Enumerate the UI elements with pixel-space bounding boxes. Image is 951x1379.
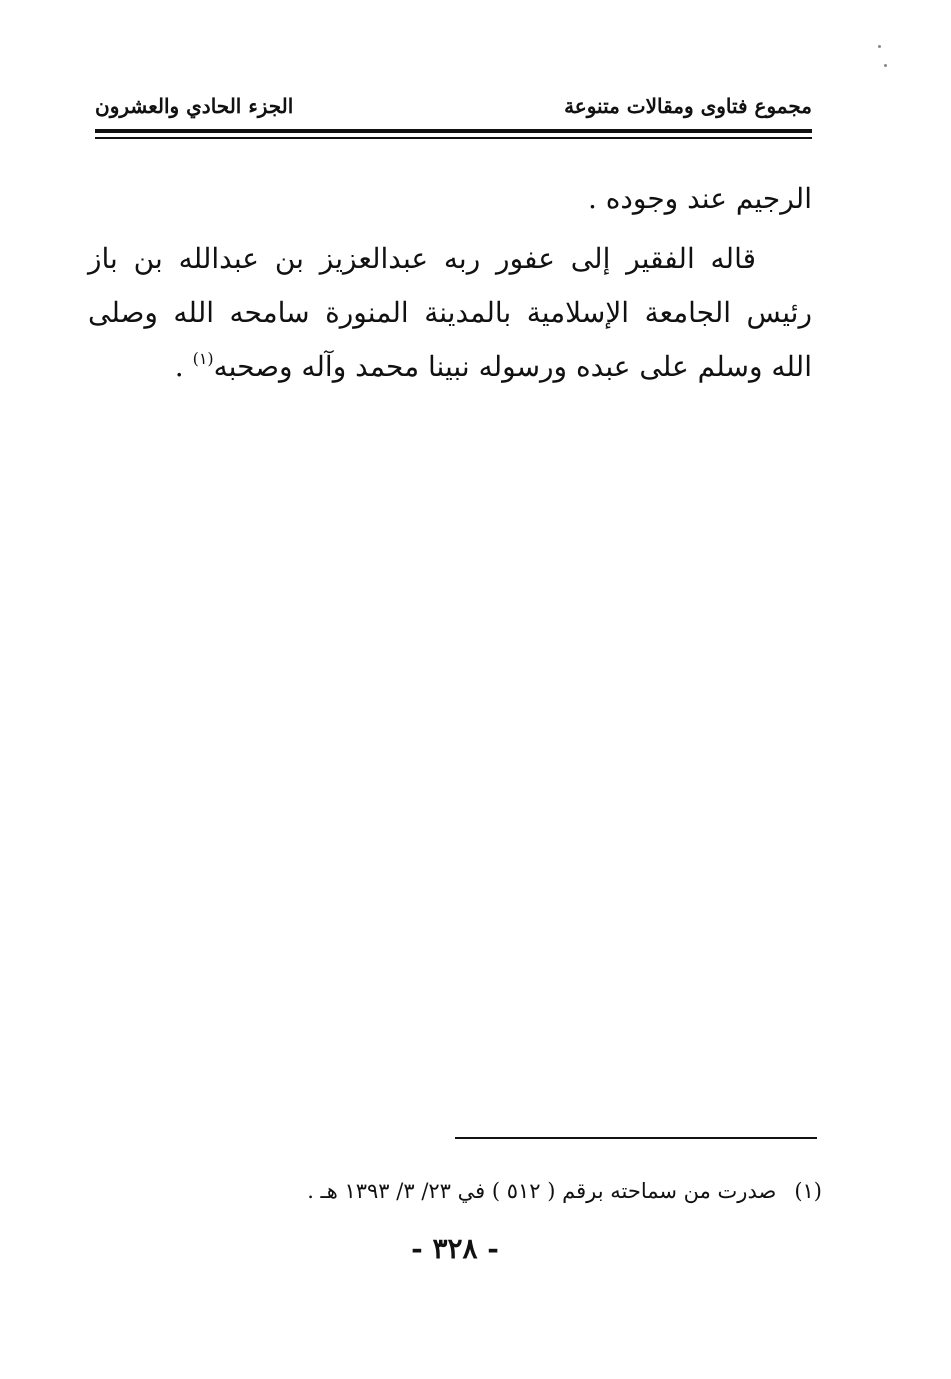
book-title: مجموع فتاوى ومقالات متنوعة: [564, 94, 812, 118]
footnote-separator: [455, 1137, 817, 1139]
text-line-continuation: الرجيم عند وجوده .: [587, 182, 812, 215]
scan-speck: [884, 64, 887, 67]
footnote-reference[interactable]: (١): [192, 349, 214, 368]
paragraph-end: .: [174, 350, 193, 383]
footnote-number: (١): [794, 1179, 822, 1203]
running-header: [95, 88, 812, 128]
main-text: [88, 172, 812, 394]
footnote-text: صدرت من سماحته برقم ( ٥١٢ ) في ٢٣/ ٣/ ١٣٩٣ هـ .: [307, 1179, 777, 1203]
header-rule-thin: [95, 137, 812, 139]
header-rule-thick: [95, 129, 812, 133]
footnote: [200, 1174, 822, 1208]
closing-paragraph-text: قاله الفقير إلى عفور ربه عبدالعزيز بن عبدالله بن باز رئيس الجامعة الإسلامية بالمدينة المنورة سامحه الله وصلى الله وسلم على عبده ورسوله نبينا محمد وآله وصحبه: [88, 242, 812, 383]
volume-label: الجزء الحادي والعشرون: [95, 94, 294, 118]
page-number: - ٣٢٨ -: [411, 1232, 499, 1265]
scan-speck: [878, 45, 881, 48]
closing-paragraph: [88, 232, 812, 394]
